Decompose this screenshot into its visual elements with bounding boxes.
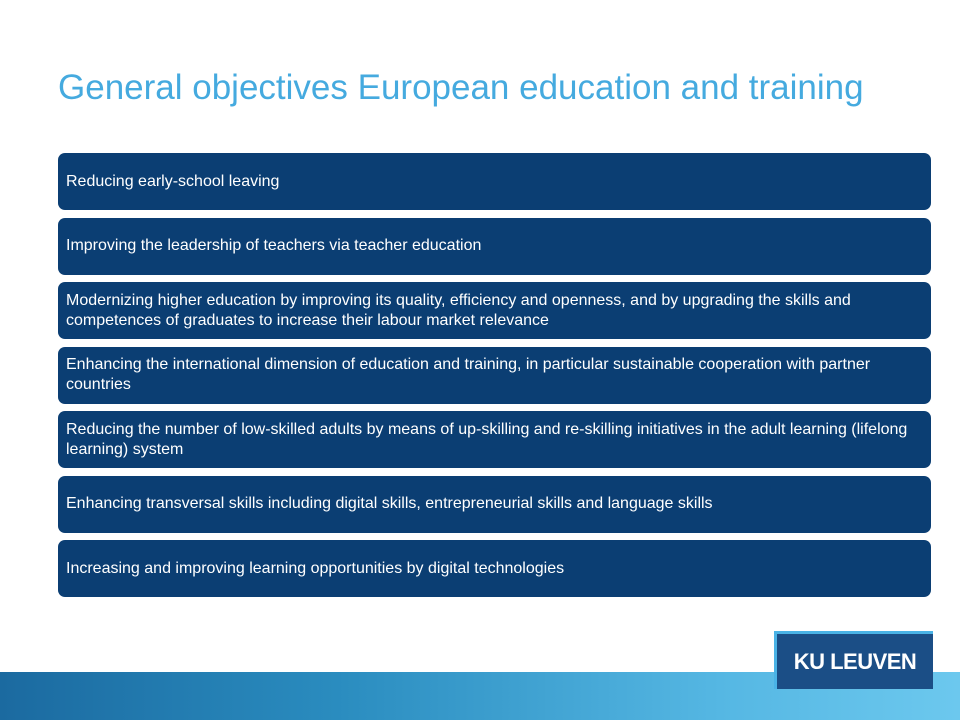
objective-text: Improving the leadership of teachers via teacher education: [66, 237, 482, 254]
objective-text: Enhancing transversal skills including digital skills, entrepreneurial skills and language skills: [66, 495, 713, 512]
objective-item: [58, 476, 931, 533]
ku-leuven-logo: [774, 631, 933, 689]
objective-item: [58, 347, 931, 404]
objective-item: [58, 411, 931, 468]
objective-item: [58, 540, 931, 597]
objective-text: Modernizing higher education by improving its quality, efficiency and openness, and by upgrading the skills and competences of graduates to increase their labour market relevance: [66, 291, 851, 329]
objective-item: [58, 218, 931, 275]
objective-text: Reducing the number of low-skilled adults by means of up-skilling and re-skilling initiatives in the adult learning (lifelong learning) system: [66, 420, 908, 458]
objectives-list: [58, 153, 931, 605]
logo-text: KU LEUVEN: [793, 648, 917, 674]
objective-text: Enhancing the international dimension of education and training, in particular sustainable cooperation with partner countries: [66, 356, 871, 393]
slide-title: General objectives European education and training: [58, 68, 864, 107]
objective-item: [58, 153, 931, 210]
objective-text: Reducing early-school leaving: [66, 172, 280, 190]
objective-item: [58, 282, 931, 339]
objective-text: Increasing and improving learning opportunities by digital technologies: [66, 559, 565, 577]
